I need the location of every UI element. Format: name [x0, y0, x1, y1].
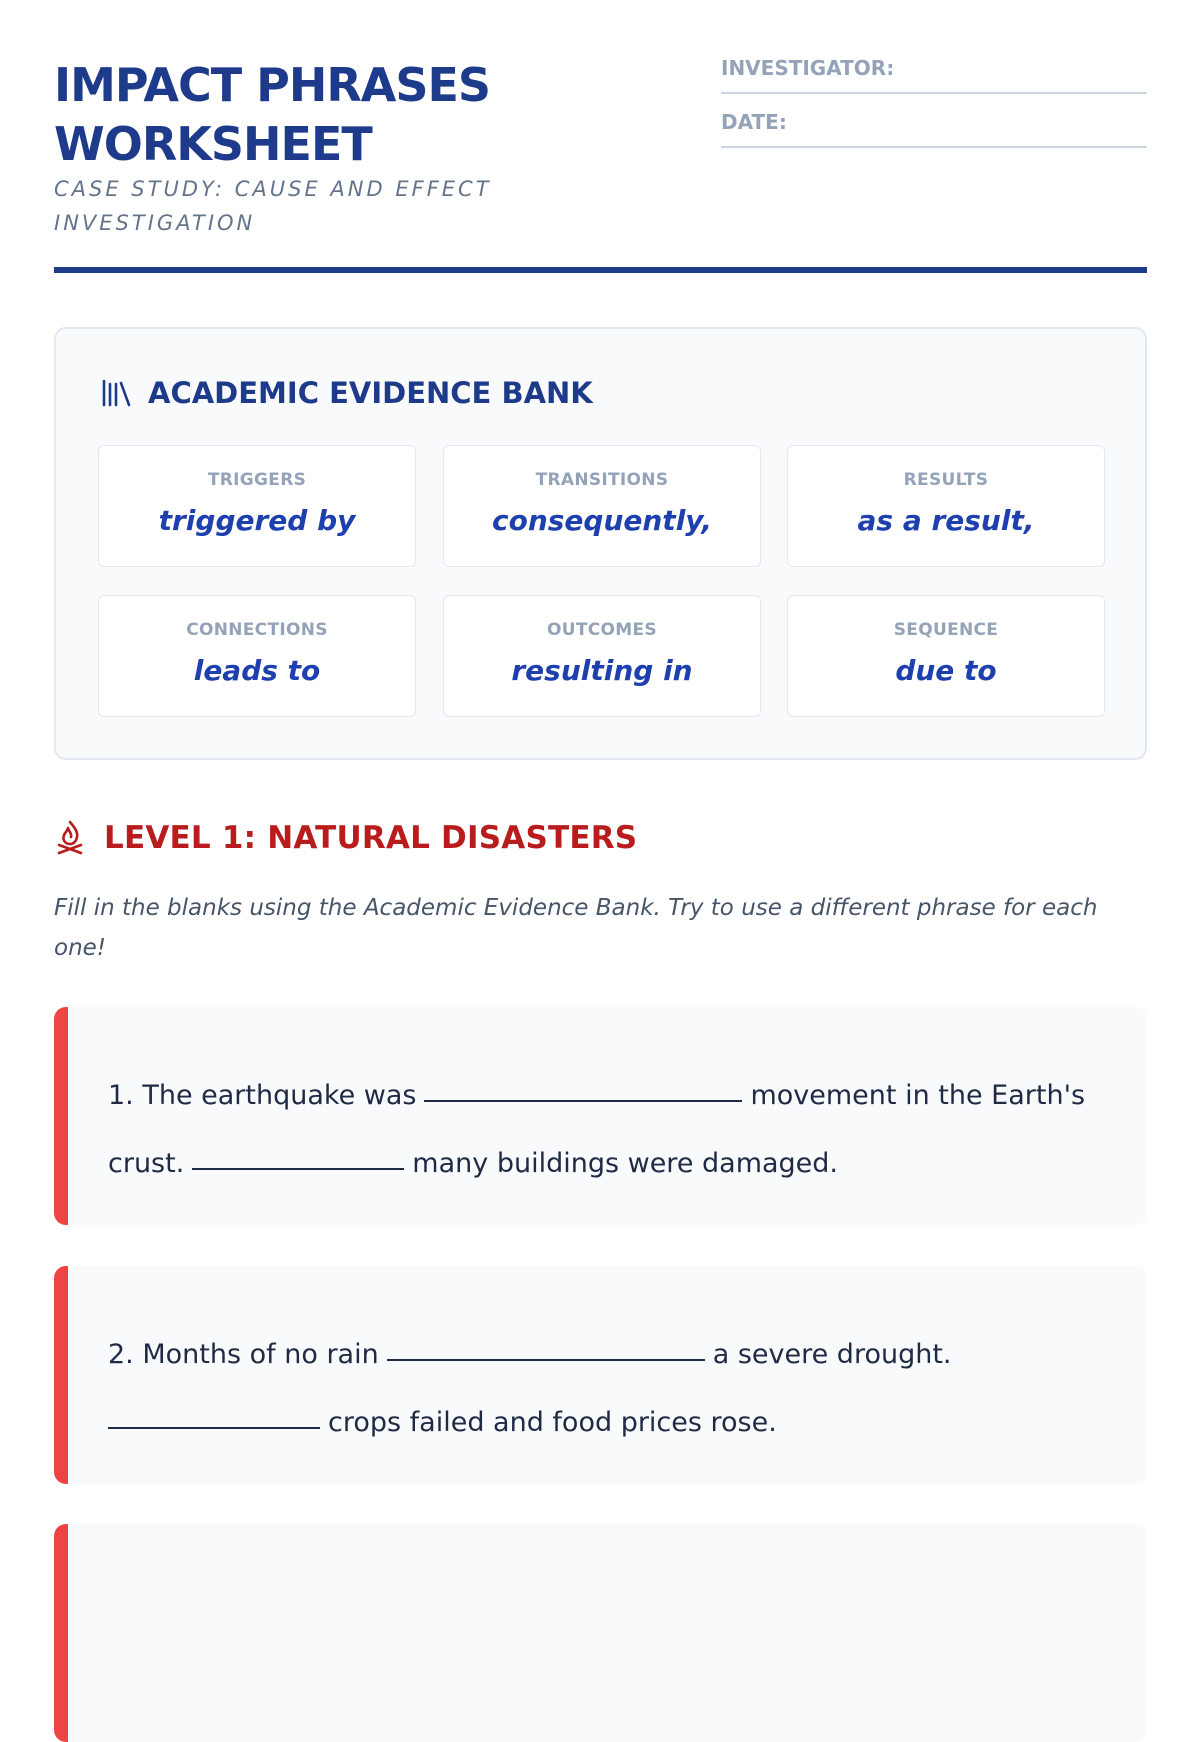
meta-fields — [721, 52, 1147, 160]
library-icon — [100, 378, 132, 408]
bank-item-category: OUTCOMES — [547, 620, 657, 640]
bank-item-phrase: due to — [895, 654, 997, 687]
bank-item-category: SEQUENCE — [893, 620, 999, 640]
level-1-title: LEVEL 1: NATURAL DISASTERS — [104, 820, 638, 856]
evidence-bank — [54, 327, 1147, 760]
bank-item-connections — [98, 595, 416, 717]
question-1-line-1 — [108, 1062, 1107, 1130]
question-1-line-2 — [108, 1130, 1107, 1198]
investigator-label: INVESTIGATOR: — [721, 56, 895, 80]
fire-icon — [54, 819, 86, 857]
bank-item-triggers — [98, 445, 416, 567]
question-text: crust. — [108, 1148, 185, 1179]
question-2-line-1 — [108, 1321, 1107, 1389]
title-line-2: WORKSHEET — [54, 117, 372, 171]
bank-title — [100, 373, 593, 413]
investigator-field[interactable] — [721, 52, 1147, 94]
answer-blank[interactable] — [387, 1358, 705, 1361]
bank-item-transitions — [443, 445, 761, 567]
title-line-1: IMPACT PHRASES — [54, 58, 491, 112]
question-card-1 — [54, 1007, 1147, 1225]
bank-item-category: TRIGGERS — [207, 470, 307, 490]
bank-item-phrase: resulting in — [511, 654, 693, 687]
header-divider — [54, 267, 1147, 273]
question-2-line-2 — [108, 1389, 1107, 1457]
answer-blank[interactable] — [108, 1426, 320, 1429]
date-field[interactable] — [721, 106, 1147, 148]
question-text: many buildings were damaged. — [412, 1148, 839, 1179]
question-card-3 — [54, 1524, 1147, 1742]
level-1-instructions: Fill in the blanks using the Academic Evidence Bank. Try to use a different phrase for each one! — [54, 895, 1098, 961]
bank-item-category: TRANSITIONS — [535, 470, 669, 490]
level-1-heading — [54, 818, 637, 858]
question-text: 1. The earthquake was — [108, 1080, 417, 1111]
bank-item-category: CONNECTIONS — [186, 620, 328, 640]
question-card-2 — [54, 1266, 1147, 1484]
bank-item-phrase: consequently, — [491, 504, 713, 537]
bank-item-phrase: triggered by — [158, 504, 356, 537]
bank-item-category: RESULTS — [903, 470, 989, 490]
question-text: a severe drought. — [712, 1339, 952, 1370]
date-label: DATE: — [721, 110, 787, 134]
page-title — [54, 56, 574, 174]
question-text: movement in the Earth's — [750, 1080, 1086, 1111]
question-text: 2. Months of no rain — [108, 1339, 379, 1370]
worksheet-header — [54, 0, 1147, 273]
bank-item-phrase: as a result, — [857, 504, 1035, 537]
bank-item-results — [787, 445, 1105, 567]
question-text: crops failed and food prices rose. — [328, 1407, 777, 1438]
page-subtitle: CASE STUDY: CAUSE AND EFFECT INVESTIGATION — [54, 177, 492, 235]
answer-blank[interactable] — [192, 1167, 404, 1170]
bank-item-phrase: leads to — [193, 654, 321, 687]
bank-item-outcomes — [443, 595, 761, 717]
answer-blank[interactable] — [424, 1099, 742, 1102]
bank-title-text: ACADEMIC EVIDENCE BANK — [148, 376, 593, 410]
worksheet-page — [54, 0, 1147, 1438]
bank-item-sequence — [787, 595, 1105, 717]
